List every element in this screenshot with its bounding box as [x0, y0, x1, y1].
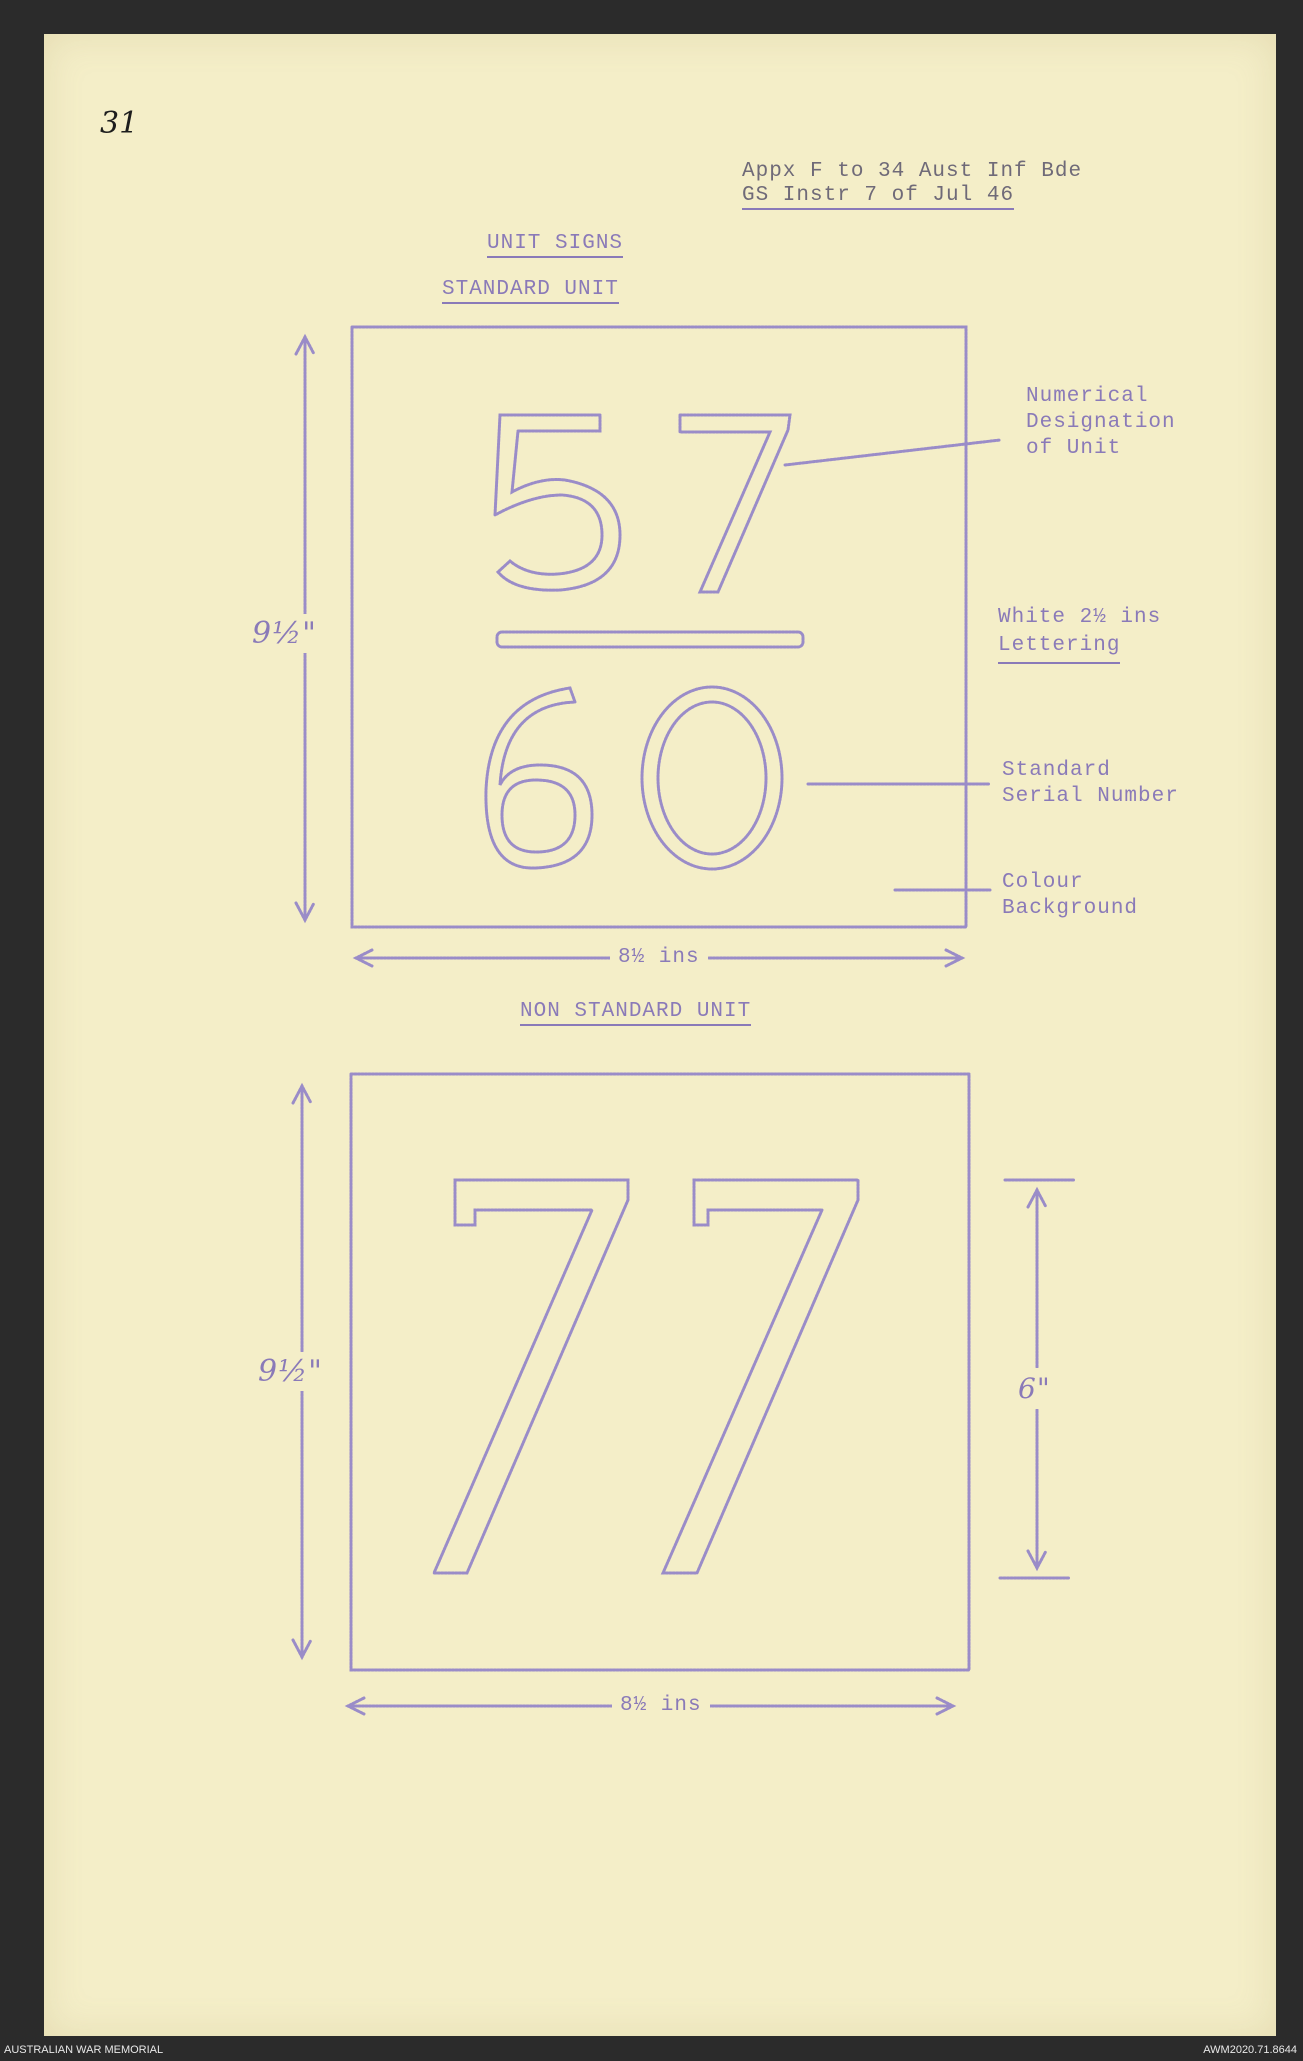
- page-number-mark: 31: [100, 106, 139, 141]
- fraction-bar: [497, 632, 803, 647]
- header-line-1: Appx F to 34 Aust Inf Bde: [742, 160, 1083, 183]
- digit-5-outline: [495, 415, 620, 590]
- callout-colour-line-2: Background: [1002, 897, 1139, 920]
- non-standard-height-label: 9½": [258, 1354, 323, 1389]
- callout-white-line-1: White 2½ ins: [998, 606, 1162, 629]
- footer-reference: AWM2020.71.8644: [1203, 2044, 1297, 2056]
- callout-serial-number: [1002, 758, 1179, 810]
- figure-height-label: 6": [1016, 1368, 1053, 1409]
- digit-0-outer: [642, 687, 782, 869]
- digit-0-inner: [658, 702, 766, 854]
- header-line-2: GS Instr 7 of Jul 46: [742, 184, 1014, 210]
- digit-7a-outline: [434, 1180, 628, 1573]
- numerical-leader: [785, 440, 1000, 465]
- callout-numerical-line-3: of Unit: [1026, 437, 1122, 460]
- callout-numerical-line-2: Designation: [1026, 411, 1176, 434]
- digit-7-outline: [680, 415, 790, 592]
- callout-numerical-line-1: Numerical: [1026, 385, 1149, 408]
- standard-height-label: 9½": [252, 616, 317, 651]
- non-standard-unit-heading: NON STANDARD UNIT: [520, 1000, 751, 1026]
- digit-6-outline: [486, 688, 592, 868]
- non-standard-width-label: 8½ ins: [612, 1694, 710, 1717]
- page-title: UNIT SIGNS: [487, 232, 623, 258]
- callout-colour-line-1: Colour: [1002, 871, 1084, 894]
- callout-white-line-2: Lettering: [998, 632, 1120, 664]
- callout-serial-line-2: Serial Number: [1002, 785, 1179, 808]
- callout-white-lettering: [998, 604, 1161, 664]
- digit-7b-outline: [663, 1180, 858, 1573]
- callout-numerical-designation: [1026, 384, 1176, 462]
- footer-credit: AUSTRALIAN WAR MEMORIAL: [4, 2044, 164, 2056]
- callout-serial-line-1: Standard: [1002, 759, 1111, 782]
- standard-unit-heading: STANDARD UNIT: [442, 278, 619, 304]
- non-standard-sign-outline: [351, 1074, 969, 1670]
- callout-colour-background: [1002, 870, 1138, 922]
- standard-width-label: 8½ ins: [610, 946, 708, 969]
